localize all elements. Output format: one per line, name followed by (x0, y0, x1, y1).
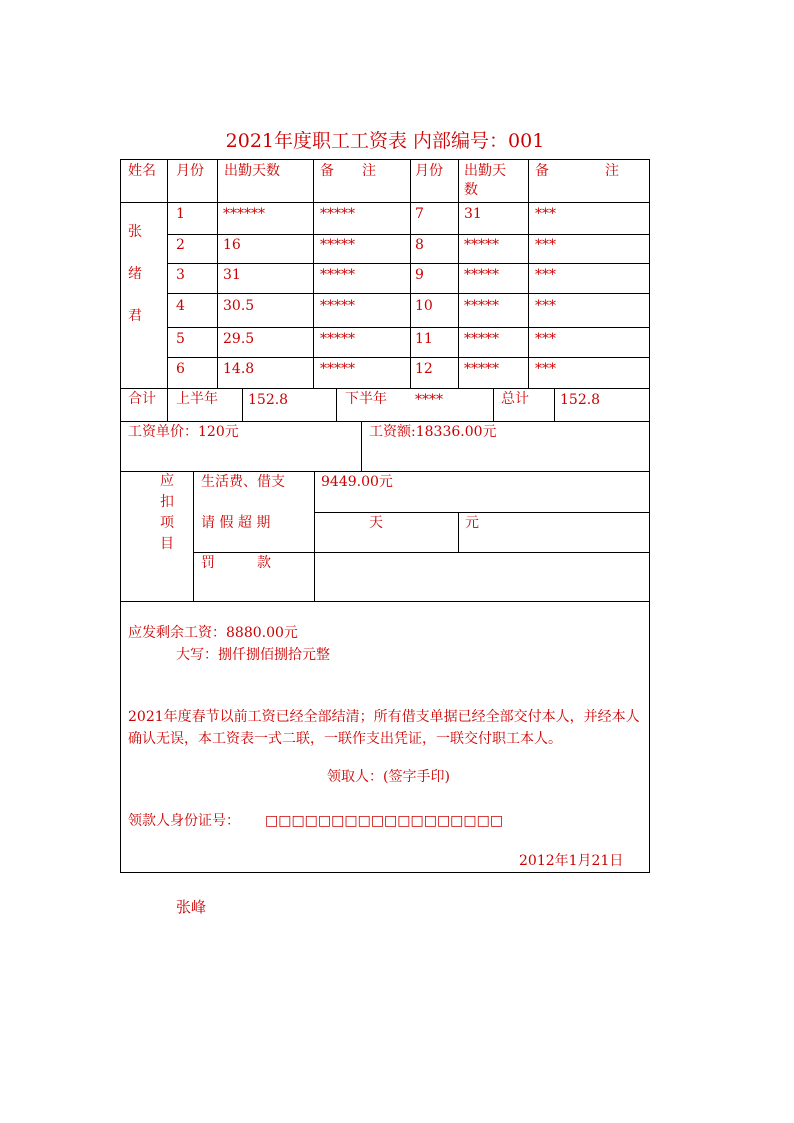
note-cell: ***** (320, 206, 355, 222)
date: 2012年1月21日 (519, 853, 624, 869)
remaining-capital: 大写：捌仟捌佰捌拾元整 (176, 647, 330, 663)
first-half-value: 152.8 (248, 392, 289, 408)
header-month-2: 月份 (415, 163, 443, 179)
totals-label: 合计 (128, 391, 156, 407)
month-cell: 10 (415, 298, 433, 314)
id-label: 领款人身份证号： (128, 813, 240, 829)
days-cell: ***** (464, 331, 499, 347)
deduction-label-char: 扣 (160, 494, 174, 510)
employee-name-char: 君 (128, 308, 142, 324)
days-cell: 31 (223, 267, 241, 283)
days-cell: 14.8 (223, 361, 255, 377)
payroll-table (120, 159, 650, 873)
statement-text: 2021年度春节以前工资已经全部结清；所有借支单据已经全部交付本人，并经本人确认无误，本工资表一式二联，一联作支出凭证，一联交付职工本人。 (128, 709, 640, 747)
header-days-2-cont: 数 (464, 182, 478, 198)
remaining-amount: 应发剩余工资：8880.00元 (128, 625, 298, 641)
month-cell: 4 (176, 298, 185, 314)
header-days-2: 出勤天 (464, 163, 506, 179)
header-note-1: 备 注 (320, 163, 376, 179)
note-cell: *** (535, 237, 556, 253)
fine-label: 罚 款 (201, 555, 271, 571)
deduction-label-char: 目 (160, 536, 174, 552)
id-boxes: □□□□□□□□□□□□□□□□□□ (265, 813, 504, 829)
days-cell: ***** (464, 361, 499, 377)
note-cell: *** (535, 331, 556, 347)
days-cell: ***** (464, 267, 499, 283)
header-days-1: 出勤天数 (224, 163, 280, 179)
page-title: 2021年度职工工资表 内部编号：001 (225, 130, 545, 152)
days-cell: 30.5 (223, 298, 255, 314)
living-label: 生活费、借支 (201, 474, 285, 490)
header-name: 姓名 (128, 163, 156, 179)
leave-days-unit: 天 (369, 515, 383, 531)
note-cell: ***** (320, 361, 355, 377)
month-cell: 6 (176, 361, 185, 377)
second-half-value: **** (415, 392, 443, 408)
first-half-label: 上半年 (176, 391, 218, 407)
leave-amount-unit: 元 (465, 515, 479, 531)
deduction-label-char: 应 (160, 473, 174, 489)
signature-name: 张峰 (176, 898, 207, 916)
days-cell: 16 (223, 237, 241, 253)
living-value: 9449.00元 (321, 474, 393, 490)
note-cell: ***** (320, 237, 355, 253)
month-cell: 11 (415, 331, 433, 347)
days-cell: 31 (464, 206, 482, 222)
note-cell: *** (535, 206, 556, 222)
total-label: 总计 (501, 391, 529, 407)
month-cell: 8 (415, 237, 424, 253)
month-cell: 9 (415, 267, 424, 283)
note-cell: *** (535, 361, 556, 377)
month-cell: 5 (176, 331, 185, 347)
total-value: 152.8 (560, 392, 601, 408)
month-cell: 1 (176, 206, 185, 222)
header-month-1: 月份 (176, 163, 204, 179)
month-cell: 12 (415, 361, 433, 377)
employee-name-char: 张 (128, 224, 142, 240)
employee-name-char: 绪 (128, 266, 142, 282)
note-cell: *** (535, 298, 556, 314)
month-cell: 7 (415, 206, 424, 222)
unit-price: 工资单价：120元 (128, 424, 239, 440)
note-cell: *** (535, 267, 556, 283)
days-cell: 29.5 (223, 331, 255, 347)
recipient-label: 领取人：(签字手印) (327, 769, 450, 785)
days-cell: ****** (223, 206, 265, 222)
header-note-2: 备 注 (535, 163, 619, 179)
wage-amount: 工资额:18336.00元 (369, 424, 497, 440)
days-cell: ***** (464, 298, 499, 314)
month-cell: 3 (176, 267, 185, 283)
deduction-label-char: 项 (160, 515, 174, 531)
note-cell: ***** (320, 331, 355, 347)
leave-label: 请 假 超 期 (201, 515, 271, 531)
month-cell: 2 (176, 237, 185, 253)
note-cell: ***** (320, 267, 355, 283)
days-cell: ***** (464, 237, 499, 253)
second-half-label: 下半年 (345, 391, 387, 407)
note-cell: ***** (320, 298, 355, 314)
